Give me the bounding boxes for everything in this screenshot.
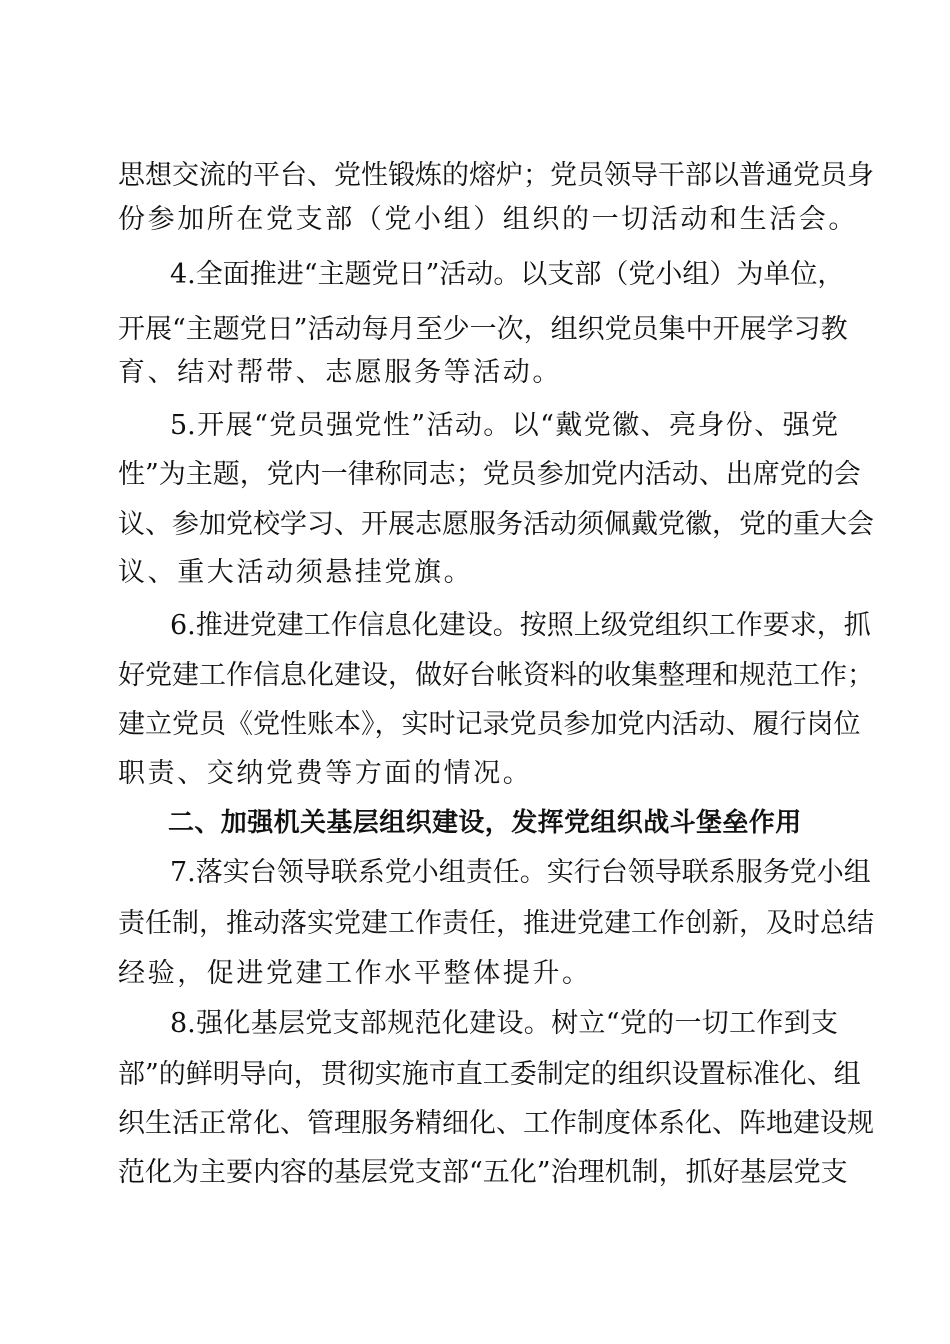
text-line: 7.落实台领导联系党小组责任。实行台领导联系服务党小组 (170, 857, 871, 888)
text-line: 育、结对帮带、志愿服务等活动。 (118, 357, 562, 388)
text-line: 部”的鲜明导向，贯彻实施市直工委制定的组织设置标准化、组 (118, 1059, 861, 1090)
text-line: 份参加所在党支部（党小组）组织的一切活动和生活会。 (118, 204, 858, 235)
text-line: 责任制，推动落实党建工作责任，推进党建工作创新，及时总结 (118, 908, 874, 939)
text-line: 议、重大活动须悬挂党旗。 (118, 557, 474, 588)
text-line: 好党建工作信息化建设，做好台帐资料的收集整理和规范工作； (118, 660, 874, 691)
text-line: 4.全面推进“主题党日”活动。以支部（党小组）为单位， (170, 259, 845, 290)
text-line: 织生活正常化、管理服务精细化、工作制度体系化、阵地建设规 (118, 1108, 874, 1139)
text-line: 议、参加党校学习、开展志愿服务活动须佩戴党徽，党的重大会 (118, 509, 874, 540)
text-line: 建立党员《党性账本》，实时记录党员参加党内活动、履行岗位 (118, 709, 861, 740)
text-line: 思想交流的平台、党性锻炼的熔炉；党员领导干部以普通党员身 (118, 160, 874, 191)
text-line: 开展“主题党日”活动每月至少一次，组织党员集中开展学习教 (118, 314, 848, 345)
text-line: 范化为主要内容的基层党支部“五化”治理机制，抓好基层党支 (118, 1157, 848, 1188)
text-line: 6.推进党建工作信息化建设。按照上级党组织工作要求，抓 (170, 610, 871, 641)
text-line: 性”为主题，党内一律称同志；党员参加党内活动、出席党的会 (118, 459, 861, 490)
text-line: 8.强化基层党支部规范化建设。树立“党的一切工作到支 (170, 1008, 838, 1039)
text-line: 经验，促进党建工作水平整体提升。 (118, 958, 592, 989)
section-heading: 二、加强机关基层组织建设，发挥党组织战斗堡垒作用 (168, 808, 802, 838)
text-line: 职责、交纳党费等方面的情况。 (118, 758, 533, 789)
text-line: 5.开展“党员强党性”活动。以“戴党徽、亮身份、强党 (170, 410, 838, 441)
